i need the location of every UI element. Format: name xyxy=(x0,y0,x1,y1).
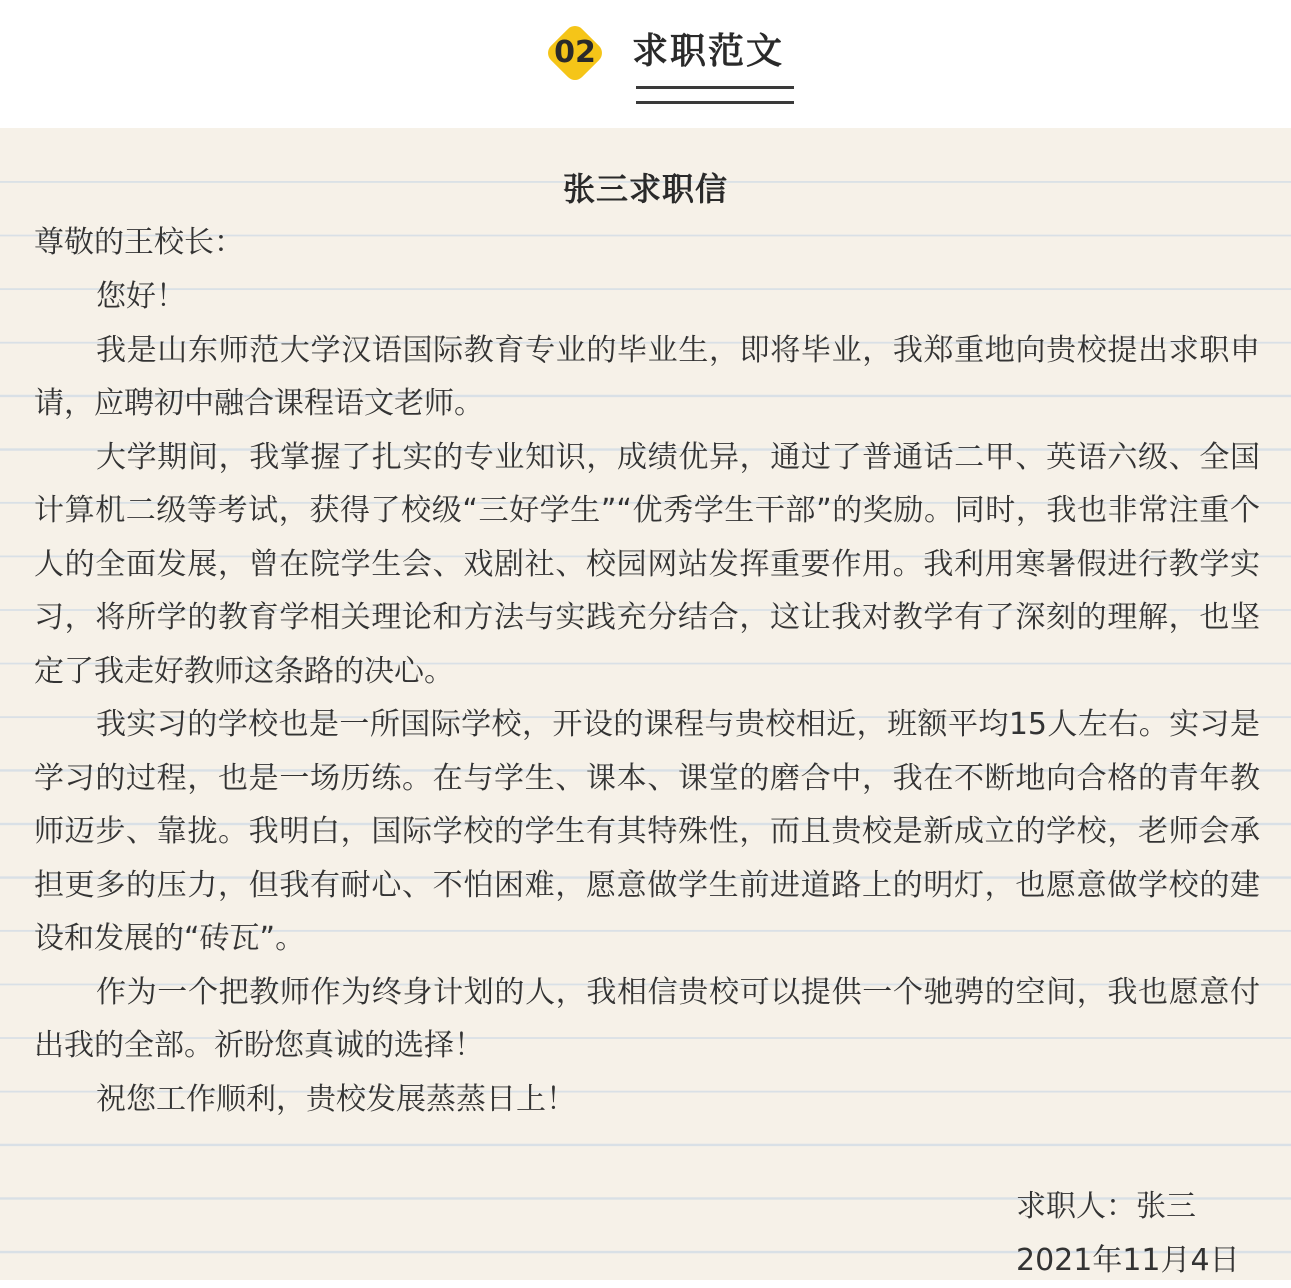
section-title: 求职范文 xyxy=(632,31,785,72)
letter-title: 张三求职信 xyxy=(562,170,728,208)
section-number-badge xyxy=(539,17,611,89)
paragraph-commitment: 作为一个把教师作为终身计划的人，我相信贵校可以提供一个驰骋的空间，我也愿意付出我的全部。祈盼您真诚的选择！ xyxy=(34,974,1260,1063)
paragraph-university: 大学期间，我掌握了扎实的专业知识，成绩优异，通过了普通话二甲、英语六级、全国计算机二级等考试，获得了校级“三好学生”“优秀学生干部”的奖励。同时，我也非常注重个人的全面发展，曾在院学生会、戏剧社、校园网站发挥重要作用。我利用寒暑假进行教学实习，将所学的教育学相关理论和方法与实践充分结合，这让我对教学有了深刻的理解，也坚定了我走好教师这条路的决心。 xyxy=(34,439,1260,689)
letter-body xyxy=(34,270,1260,1126)
paragraph-greeting: 您好！ xyxy=(96,279,186,314)
letter-date: 2021年11月4日 xyxy=(1016,1243,1240,1278)
paragraph-intro: 我是山东师范大学汉语国际教育专业的毕业生，即将毕业，我郑重地向贵校提出求职申请，应聘初中融合课程语文老师。 xyxy=(34,332,1260,421)
salutation: 尊敬的王校长： xyxy=(34,225,244,260)
badge-number: 02 xyxy=(554,35,596,70)
title-underline-top xyxy=(636,86,794,89)
paragraph-closing: 祝您工作顺利，贵校发展蒸蒸日上！ xyxy=(96,1081,576,1117)
title-underline-bottom xyxy=(636,101,794,104)
paragraph-internship: 我实习的学校也是一所国际学校，开设的课程与贵校相近，班额平均15人左右。实习是学习的过程，也是一场历练。在与学生、课本、课堂的磨合中，我在不断地向合格的青年教师迈步、靠拢。我明白，国际学校的学生有其特殊性，而且贵校是新成立的学校，老师会承担更多的压力，但我有耐心、不怕困难，愿意做学生前进道路上的明灯，也愿意做学校的建设和发展的“砖瓦”。 xyxy=(34,707,1260,956)
signature: 求职人：张三 xyxy=(1016,1189,1196,1224)
header xyxy=(0,0,1291,128)
